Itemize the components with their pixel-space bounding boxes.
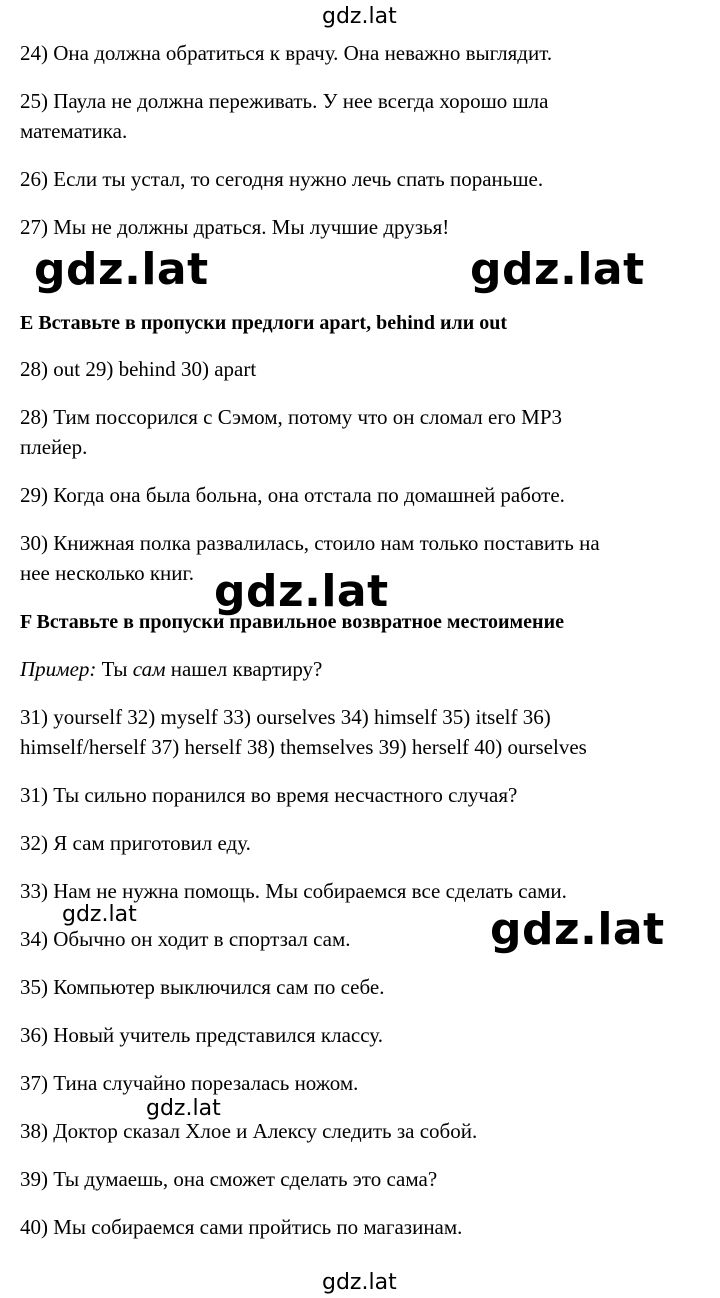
sentence-28-line2: плейер. <box>20 435 88 459</box>
sentence-34: 34) Обычно он ходит в спортзал сам. <box>20 927 351 951</box>
watermark-big-left: gdz.lat <box>34 244 209 295</box>
section-e-answers: 28) out 29) behind 30) apart <box>20 357 257 381</box>
section-f-answers-line2: himself/herself 37) herself 38) themselves 39) herself 40) ourselves <box>20 735 587 759</box>
sentence-25-line1: 25) Паула не должна переживать. У нее всегда хорошо шла <box>20 89 549 113</box>
sentence-37: 37) Тина случайно порезалась ножом. <box>20 1071 359 1095</box>
watermark-big-right-2: gdz.lat <box>490 904 665 955</box>
sentence-26: 26) Если ты устал, то сегодня нужно лечь спать пораньше. <box>20 167 544 191</box>
sentence-40: 40) Мы собираемся сами пройтись по магазинам. <box>20 1215 463 1239</box>
watermark-big-right: gdz.lat <box>470 244 645 295</box>
example-pre: Ты <box>101 657 128 681</box>
sentence-32: 32) Я сам приготовил еду. <box>20 831 251 855</box>
example-label: Пример: <box>20 657 97 681</box>
sentence-33: 33) Нам не нужна помощь. Мы собираемся все сделать сами. <box>20 879 567 903</box>
example-post: нашел квартиру? <box>170 657 323 681</box>
example-word: сам <box>132 657 166 681</box>
sentence-24: 24) Она должна обратиться к врачу. Она неважно выглядит. <box>20 41 553 65</box>
sentence-29: 29) Когда она была больна, она отстала по домашней работе. <box>20 483 565 507</box>
section-f-heading: F Вставьте в пропуски правильное возвратное местоимение <box>20 611 564 633</box>
section-f-answers-line1: 31) yourself 32) myself 33) ourselves 34) himself 35) itself 36) <box>20 705 551 729</box>
watermark-small-left: gdz.lat <box>62 902 137 927</box>
sentence-30-line2: нее несколько книг. <box>20 561 195 585</box>
watermark-small-center: gdz.lat <box>146 1096 221 1121</box>
sentence-30-line1: 30) Книжная полка развалилась, стоило нам только поставить на <box>20 531 600 555</box>
sentence-35: 35) Компьютер выключился сам по себе. <box>20 975 385 999</box>
sentence-27: 27) Мы не должны драться. Мы лучшие друзья! <box>20 215 450 239</box>
sentence-25-line2: математика. <box>20 119 128 143</box>
sentence-28-line1: 28) Тим поссорился с Сэмом, потому что он сломал его MP3 <box>20 405 563 429</box>
sentence-36: 36) Новый учитель представился классу. <box>20 1023 383 1047</box>
sentence-31: 31) Ты сильно поранился во время несчастного случая? <box>20 783 518 807</box>
example-line <box>20 654 322 684</box>
section-e-heading: E Вставьте в пропуски предлоги apart, behind или out <box>20 312 508 334</box>
watermark-bottom: gdz.lat <box>322 1270 397 1295</box>
sentence-38: 38) Доктор сказал Хлое и Алексу следить за собой. <box>20 1119 478 1143</box>
watermark-top: gdz.lat <box>322 4 397 29</box>
watermark-big-center: gdz.lat <box>214 566 389 617</box>
sentence-39: 39) Ты думаешь, она сможет сделать это сама? <box>20 1167 438 1191</box>
